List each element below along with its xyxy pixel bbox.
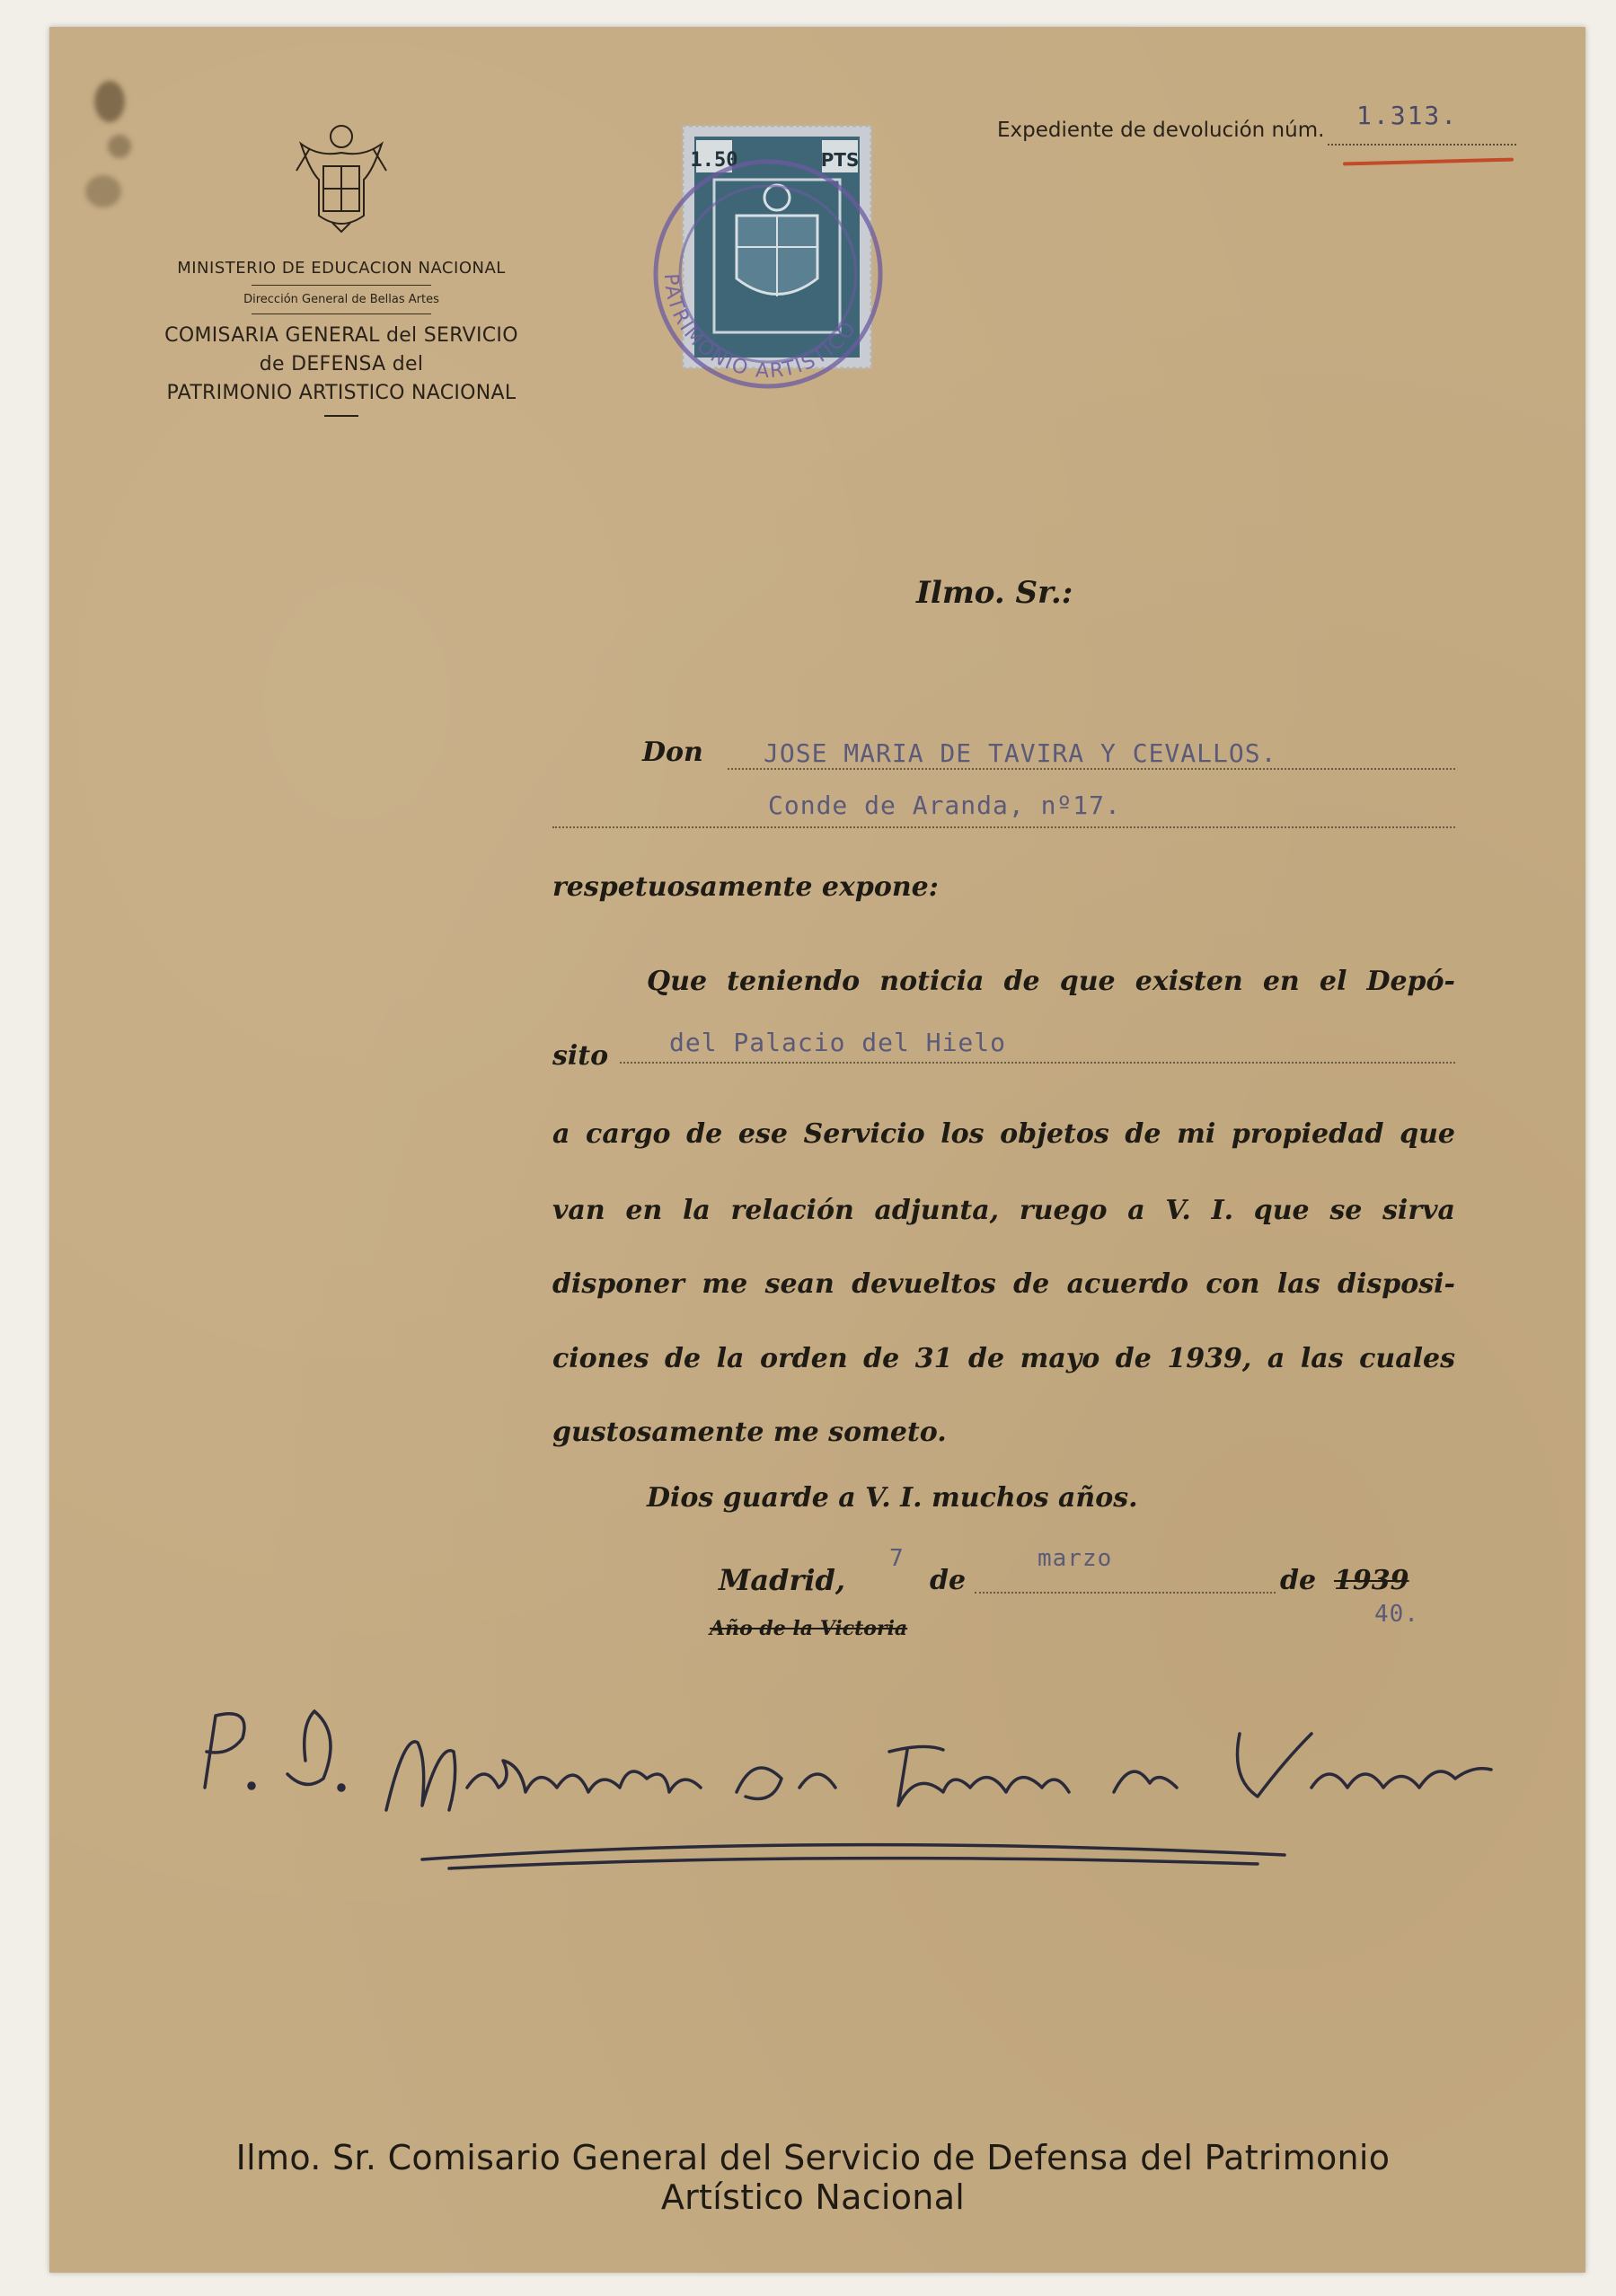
body-line-6: ciones de la orden de 31 de mayo de 1939, a las cuales bbox=[552, 1343, 1455, 1374]
month-dotted-line bbox=[975, 1592, 1276, 1594]
date-month: marzo bbox=[1038, 1545, 1113, 1572]
direction-name: Dirección General de Bellas Artes bbox=[243, 293, 439, 306]
expone-text: respetuosamente expone: bbox=[552, 871, 939, 903]
date-de-1: de bbox=[930, 1565, 967, 1596]
divider bbox=[324, 415, 358, 417]
ano-victoria-struck: Año de la Victoria bbox=[710, 1617, 908, 1640]
divider bbox=[252, 285, 431, 286]
salutation: Ilmo. Sr.: bbox=[916, 575, 1073, 611]
footer-addressee: Ilmo. Sr. Comisario General del Servicio de Defensa del Patrimonio Artístico Nacional bbox=[235, 2138, 1391, 2217]
seal-text: PATRIMONIO ARTISTICO bbox=[658, 272, 862, 384]
body-line-5: disponer me sean devueltos de acuerdo con las disposi- bbox=[552, 1268, 1455, 1300]
body-line-7: gustosamente me someto. bbox=[552, 1417, 947, 1448]
divider bbox=[252, 313, 431, 314]
comisaria-line-3: PATRIMONIO ARTISTICO NACIONAL bbox=[166, 382, 517, 404]
body-line-1: Que teniendo noticia de que existen en el Depó- bbox=[647, 966, 1455, 997]
date-year-printed: 1939 bbox=[1334, 1565, 1409, 1596]
date-day: 7 bbox=[889, 1545, 905, 1572]
date-de-2: de bbox=[1280, 1565, 1317, 1596]
sender-address: Conde de Aranda, nº17. bbox=[768, 790, 1121, 820]
name-dotted-line bbox=[728, 768, 1455, 770]
fiscal-stamp bbox=[579, 117, 903, 404]
ink-stain bbox=[85, 175, 121, 208]
stamp-icon bbox=[579, 117, 903, 404]
expediente-label: Expediente de devolución núm. bbox=[997, 119, 1325, 142]
address-dotted-line bbox=[552, 826, 1455, 828]
body-line-4: van en la relación adjunta, ruego a V. I. que se sirva bbox=[552, 1195, 1455, 1226]
letterhead bbox=[117, 117, 566, 417]
sito-prefix: sito bbox=[552, 1040, 609, 1072]
number-dotted-line bbox=[1328, 144, 1516, 146]
stamp-currency: PTS bbox=[820, 149, 860, 171]
sender-prefix: Don bbox=[642, 737, 703, 768]
sender-name: JOSE MARIA DE TAVIRA Y CEVALLOS. bbox=[764, 738, 1277, 768]
ministry-name: MINISTERIO DE EDUCACION NACIONAL bbox=[177, 259, 506, 278]
stamp-value: 1.50 bbox=[690, 149, 738, 172]
body-line-3: a cargo de ese Servicio los objetos de mi propiedad que bbox=[552, 1118, 1455, 1150]
deposito-dotted-line bbox=[620, 1062, 1455, 1064]
coat-of-arms-icon bbox=[292, 117, 391, 234]
date-city: Madrid, bbox=[719, 1563, 846, 1597]
deposito-name: del Palacio del Hielo bbox=[669, 1028, 1007, 1057]
expediente-number: 1.313. bbox=[1356, 101, 1459, 130]
closing-formula: Dios guarde a V. I. muchos años. bbox=[647, 1482, 1138, 1514]
comisaria-line-2: de DEFENSA del bbox=[259, 353, 424, 375]
handwritten-signature bbox=[180, 1680, 1527, 1886]
comisaria-line-1: COMISARIA GENERAL del SERVICIO bbox=[164, 324, 518, 347]
date-year-typed: 40. bbox=[1374, 1601, 1419, 1628]
